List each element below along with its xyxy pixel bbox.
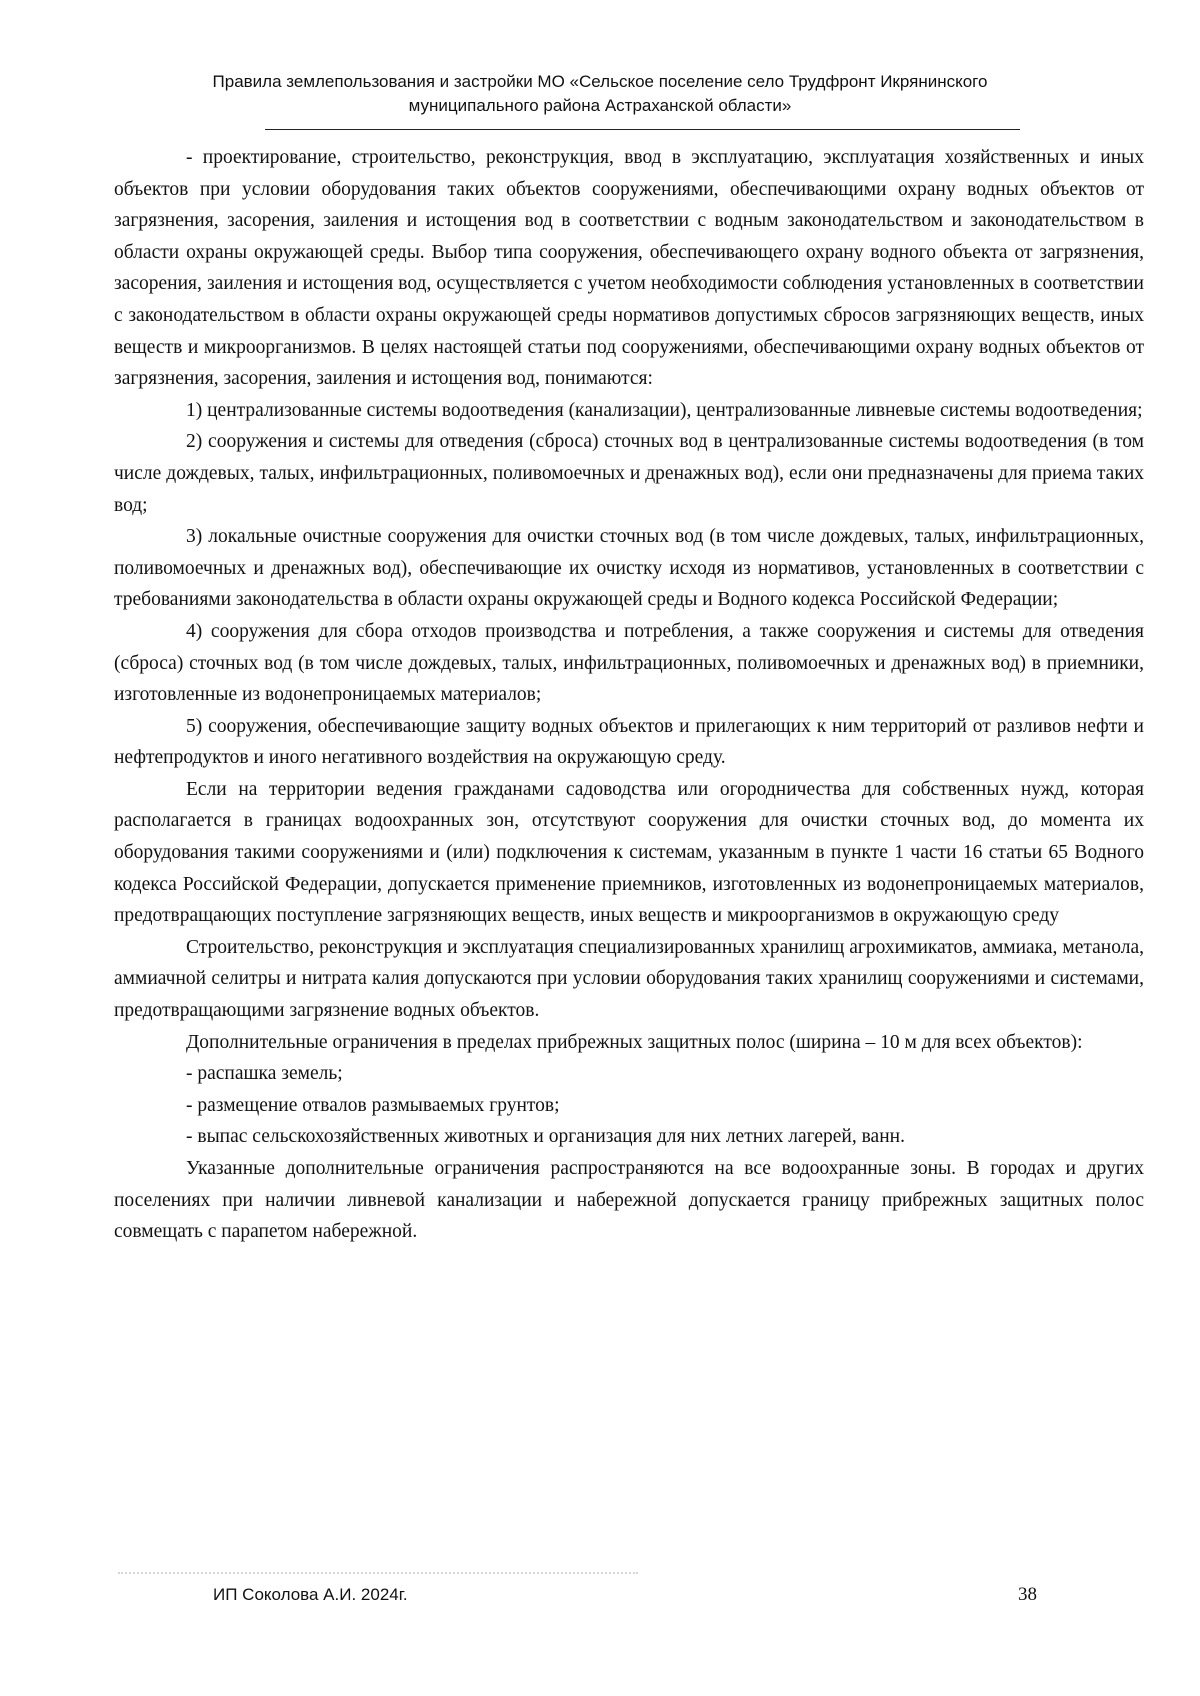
running-header xyxy=(140,70,1060,118)
paragraph-item-5: 5) сооружения, обеспечивающие защиту водных объектов и прилегающих к ним территорий от разливов нефти и нефтепродуктов и иного негативного воздействия на окружающую среду. xyxy=(114,715,1144,769)
paragraph-item-3: 3) локальные очистные сооружения для очистки сточных вод (в том числе дождевых, талых, инфильтрационных, поливомоечных и дренажных вод), обеспечивающие их очистку исходя из нормативов, установленных в соответствии с требованиями законодательства в области охраны окружающей среды и Водного кодекса Российской Федерации; xyxy=(114,526,1144,611)
document-body xyxy=(114,142,1144,1248)
paragraph-additional-restrictions: Дополнительные ограничения в пределах прибрежных защитных полос (ширина – 10 м для всех объектов): xyxy=(186,1031,1083,1053)
header-line-1: Правила землепользования и застройки МО «Сельское поселение село Трудфронт Икрянинского xyxy=(212,72,988,91)
page-number: 38 xyxy=(1018,1584,1037,1605)
footer-dotted-line xyxy=(118,1572,638,1574)
footer-author: ИП Соколова А.И. 2024г. xyxy=(213,1585,408,1604)
paragraph-item-1: 1) централизованные системы водоотведения (канализации), централизованные ливневые системы водоотведения; xyxy=(186,399,1143,421)
list-item-dumps: - размещение отвалов размываемых грунтов; xyxy=(186,1094,560,1116)
paragraph-gardening: Если на территории ведения гражданами садоводства или огородничества для собственных нужд, которая располагается в границах водоохранных зон, отсутствуют сооружения для очистки сточных вод, до момента их оборудования такими сооружениями и (или) подключения к системам, указанным в пункте 1 части 16 статьи 65 Водного кодекса Российской Федерации, допускается применение приемников, изготовленных из водонепроницаемых материалов, предотвращающих поступление загрязняющих веществ, иных веществ и микроорганизмов в окружающую среду xyxy=(114,778,1144,927)
list-item-grazing: - выпас сельскохозяйственных животных и организация для них летних лагерей, ванн. xyxy=(186,1126,905,1148)
header-line-2: муниципального района Астраханской области» xyxy=(408,96,792,115)
page-footer xyxy=(0,1583,1200,1613)
header-divider xyxy=(265,129,1020,130)
paragraph-item-2: 2) сооружения и системы для отведения (сброса) сточных вод в централизованные системы водоотведения (в том числе дождевых, талых, инфильтрационных, поливомоечных и дренажных вод), если они предназначены для приема таких вод; xyxy=(114,431,1144,516)
paragraph-intro: - проектирование, строительство, реконструкция, ввод в эксплуатацию, эксплуатация хозяйственных и иных объектов при условии оборудования таких объектов сооружениями, обеспечивающими охрану водных объектов от загрязнения, засорения, заиления и истощения вод в соответствии с водным законодательством и законодательством в области охраны окружающей среды. Выбор типа сооружения, обеспечивающего охрану водного объекта от загрязнения, засорения, заиления и истощения вод, осуществляется с учетом необходимости соблюдения установленных в соответствии с законодательством в области охраны окружающей среды нормативов допустимых сбросов загрязняющих веществ, иных веществ и микроорганизмов. В целях настоящей статьи под сооружениями, обеспечивающими охрану водных объектов от загрязнения, засорения, заиления и истощения вод, понимаются: xyxy=(114,147,1144,390)
paragraph-storage: Строительство, реконструкция и эксплуатация специализированных хранилищ агрохимикатов, аммиака, метанола, аммиачной селитры и нитрата калия допускаются при условии оборудования таких хранилищ сооружениями и системами, предотвращающими загрязнение водных объектов. xyxy=(114,936,1144,1022)
paragraph-closing: Указанные дополнительные ограничения распространяются на все водоохранные зоны. В городах и других поселениях при наличии ливневой канализации и набережной допускается границу прибрежных защитных полос совмещать с парапетом набережной. xyxy=(114,1158,1144,1243)
list-item-plowing: - распашка земель; xyxy=(186,1063,343,1085)
paragraph-item-4: 4) сооружения для сбора отходов производства и потребления, а также сооружения и системы для отведения (сброса) сточных вод (в том числе дождевых, талых, инфильтрационных, поливомоечных и дренажных вод) в приемники, изготовленные из водонепроницаемых материалов; xyxy=(114,620,1144,706)
